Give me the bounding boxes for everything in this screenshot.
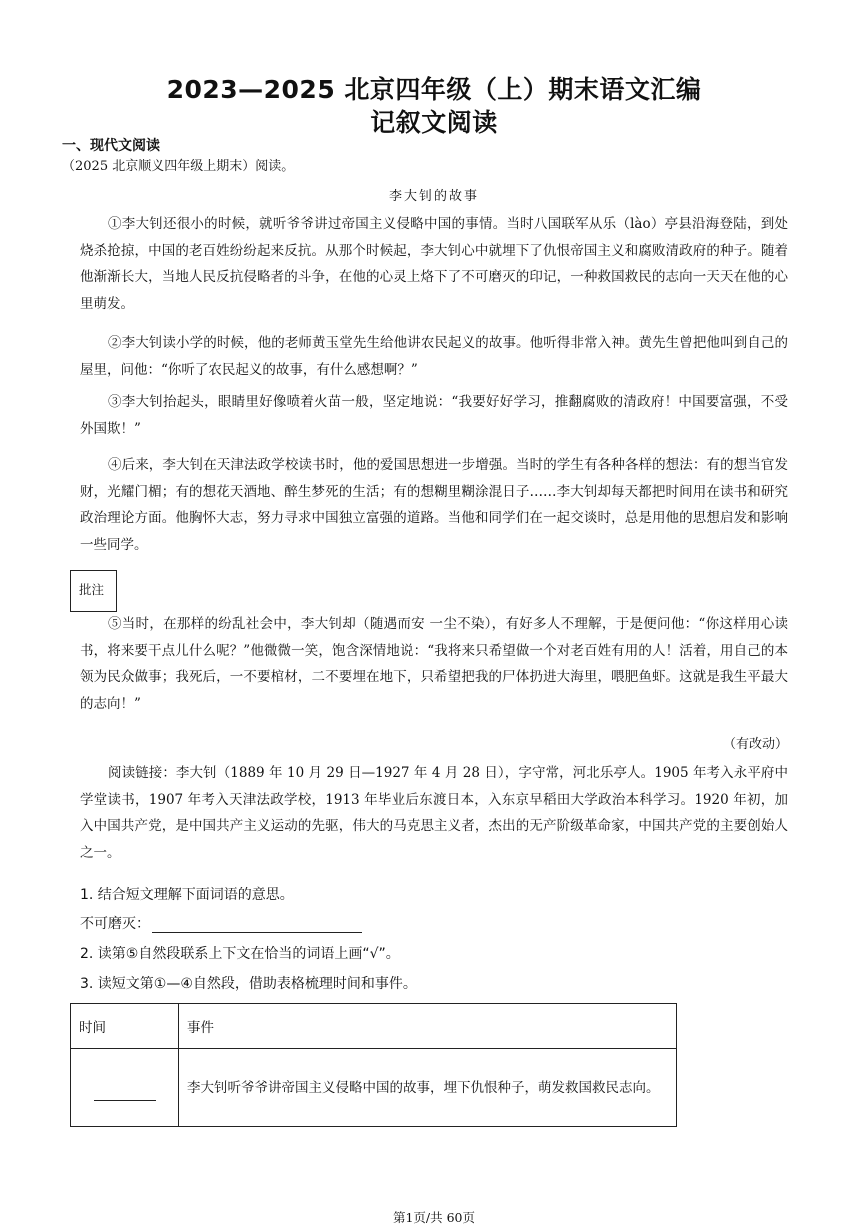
annotation-box: 批注 xyxy=(70,570,117,612)
header-time: 时间 xyxy=(71,1004,179,1049)
question-3: 3. 读短文第①—④自然段，借助表格梳理时间和事件。 xyxy=(80,976,417,992)
term-label: 不可磨灭： xyxy=(80,916,150,932)
table-header-row xyxy=(71,1004,677,1049)
question-2: 2. 读第⑤自然段联系上下文在恰当的词语上画“√”。 xyxy=(80,946,400,962)
paragraph-2: ②李大钊读小学的时候，他的老师黄玉堂先生给他讲农民起义的故事。他听得非常入神。黄先生曾把他叫到自己的屋里，问他：“你听了农民起义的故事，有什么感想啊？” xyxy=(80,335,788,378)
table-row xyxy=(71,1049,677,1127)
section-heading: 一、现代文阅读 xyxy=(62,138,160,154)
reading-link: 阅读链接：李大钊（1889 年 10 月 29 日—1927 年 4 月 28 日），字守常，河北乐亭人。1905 年考入永平府中学堂读书，1907 年考入天津法政学校，1913 年毕业后东渡日本，入东京早稻田大学政治本科学习。1920 年初，加入中国共产党，是中国共产主义运动的先驱，伟大的马克思主义者，杰出的无产阶级革命家，中国共产党的主要创始人之一。 xyxy=(80,765,788,861)
timeline-table xyxy=(70,1003,677,1127)
page-number: 第1页/共 60页 xyxy=(392,1210,476,1225)
story-title: 李大钊的故事 xyxy=(388,189,479,204)
paragraph-1: ①李大钊还很小的时候，就听爷爷讲过帝国主义侵略中国的事情。当时八国联军从乐（lào）亭县沿海登陆，到处烧杀抢掠，中国的老百姓纷纷起来反抗。从那个时候起，李大钊心中就埋下了仇恨帝国主义和腐败清政府的种子。随着他渐渐长大，当地人民反抗侵略者的斗争，在他的心灵上烙下了不可磨灭的印记，一种救国救民的志向一天天在他的心里萌发。 xyxy=(80,216,788,312)
time-blank[interactable] xyxy=(94,1100,156,1101)
answer-blank[interactable] xyxy=(152,918,362,933)
paragraph-3: ③李大钊抬起头，眼睛里好像喷着火苗一般，坚定地说：“我要好好学习，推翻腐败的清政府！中国要富强，不受外国欺！” xyxy=(80,394,788,437)
time-cell[interactable] xyxy=(71,1049,179,1127)
question-1: 1. 结合短文理解下面词语的意思。 xyxy=(80,887,294,903)
page-subtitle: 记叙文阅读 xyxy=(370,108,498,137)
question-1-answer-row xyxy=(80,913,362,933)
page-title: 2023—2025 北京四年级（上）期末语文汇编 xyxy=(166,75,702,104)
source-note: （2025 北京顺义四年级上期末）阅读。 xyxy=(62,159,295,174)
revised-note: （有改动） xyxy=(722,737,788,752)
event-cell: 李大钊听爷爷讲帝国主义侵略中国的故事，埋下仇恨种子，萌发救国救民志向。 xyxy=(179,1049,677,1127)
header-event: 事件 xyxy=(179,1004,677,1049)
paragraph-5: ⑤当时，在那样的纷乱社会中，李大钊却（随遇而安 一尘不染），有好多人不理解，于是便问他：“你这样用心读书，将来要干点儿什么呢？”他微微一笑，饱含深情地说：“我将来只希望做一个对老百姓有用的人！活着，用自己的本领为民众做事；我死后，一不要棺材，二不要埋在地下，只希望把我的尸体扔进大海里，喂肥鱼虾。这就是我生平最大的志向！” xyxy=(80,616,788,712)
paragraph-4: ④后来，李大钊在天津法政学校读书时，他的爱国思想进一步增强。当时的学生有各种各样的想法：有的想当官发财，光耀门楣；有的想花天酒地、醉生梦死的生活；有的想糊里糊涂混日子……李大钊却每天都把时间用在读书和研究政治理论方面。他胸怀大志，努力寻求中国独立富强的道路。当他和同学们在一起交谈时，总是用他的思想启发和影响一些同学。 xyxy=(80,457,788,553)
